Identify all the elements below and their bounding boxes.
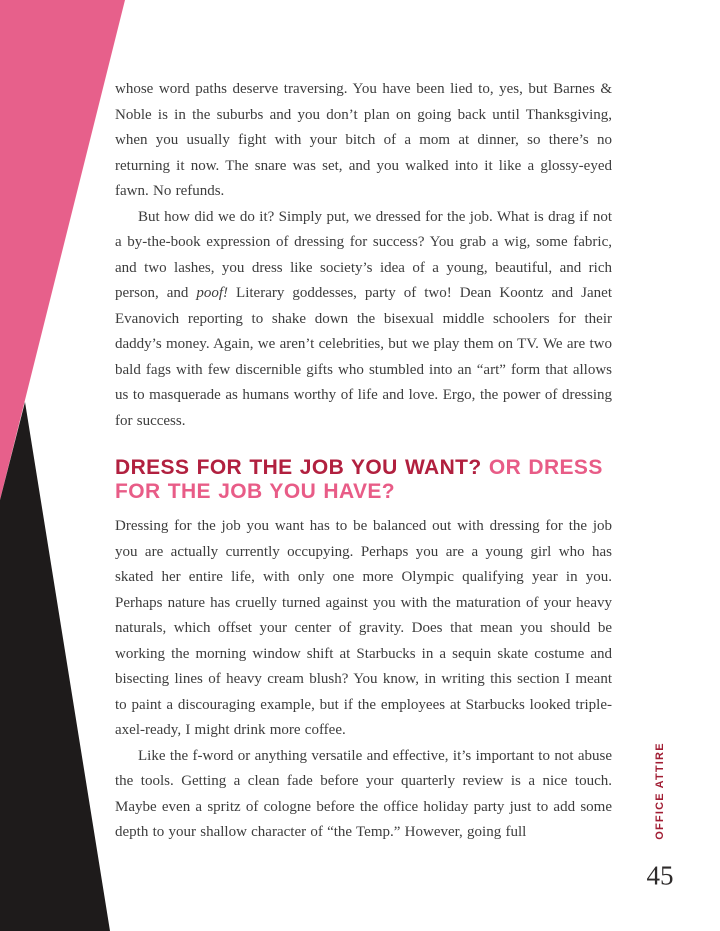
paragraph-text: Like the f-word or anything versatile and effective, it’s important to not abuse the tools. Getting a clean fade before your quarterly review is a nice touch. Maybe even a spritz of cologne before the office holiday party just to add some depth to your shallow character of “the Temp.” However, going full <box>115 747 612 840</box>
chapter-sidebar-label: OFFICE ATTIRE <box>654 742 666 840</box>
paragraph-section-1 <box>115 514 612 744</box>
section-heading-pink-part: OR DRESS FOR THE JOB YOU HAVE? <box>115 456 603 503</box>
paragraph-text: Dressing for the job you want has to be balanced out with dressing for the job you are actually currently occupying. Perhaps you are a young girl who has skated her entire life, with only one more Olympic qualifying year in you. Perhaps nature has cruelly turned against you with the maturation of your heavy naturals, which offset your center of gravity. Does that mean you should be working the morning window shift at Starbucks in a sequin skate costume and bisecting lines of heavy cream blush? You know, in writing this section I meant to paint a discouraging example, but if the employees at Starbucks looked triple-axel-ready, I might drink more coffee. <box>115 518 612 738</box>
pink-diagonal-shape <box>0 0 125 500</box>
page-number: 45 <box>646 860 674 891</box>
paragraph-intro-1 <box>115 77 612 205</box>
paragraph-text: Literary goddesses, party of two! Dean Koontz and Janet Evanovich reporting to shake down the bisexual middle schoolers for their daddy’s money. Again, we aren’t celebrities, but we play them on TV. We are two bald fags with few discernible gifts who stumbled into an “art” form that allows us to masquerade as humans worthy of life and love. Ergo, the power of dressing for success. <box>115 285 612 429</box>
paragraph-text: whose word paths deserve traversing. You have been lied to, yes, but Barnes & Noble is in the suburbs and you don’t plan on going back until Thanksgiving, when you usually fight with your bitch of a mom at dinner, so there’s no returning it now. The snare was set, and you walked into it like a glossy-eyed fawn. No refunds. <box>115 81 612 199</box>
paragraph-section-2 <box>115 744 612 846</box>
paragraph-text: But how did we do it? Simply put, we dressed for the job. What is drag if not a by-the-book expression of dressing for success? You grab a wig, some fabric, and two lashes, you dress like society’s idea of a young, beautiful, and rich person, and <box>115 208 612 301</box>
text-column <box>115 77 612 846</box>
section-heading-dark-part: DRESS FOR THE JOB YOU WANT? <box>115 456 489 479</box>
black-diagonal-shape <box>0 402 110 931</box>
section-heading <box>115 456 612 504</box>
paragraph-intro-2 <box>115 205 612 435</box>
italic-word: poof! <box>196 285 229 301</box>
